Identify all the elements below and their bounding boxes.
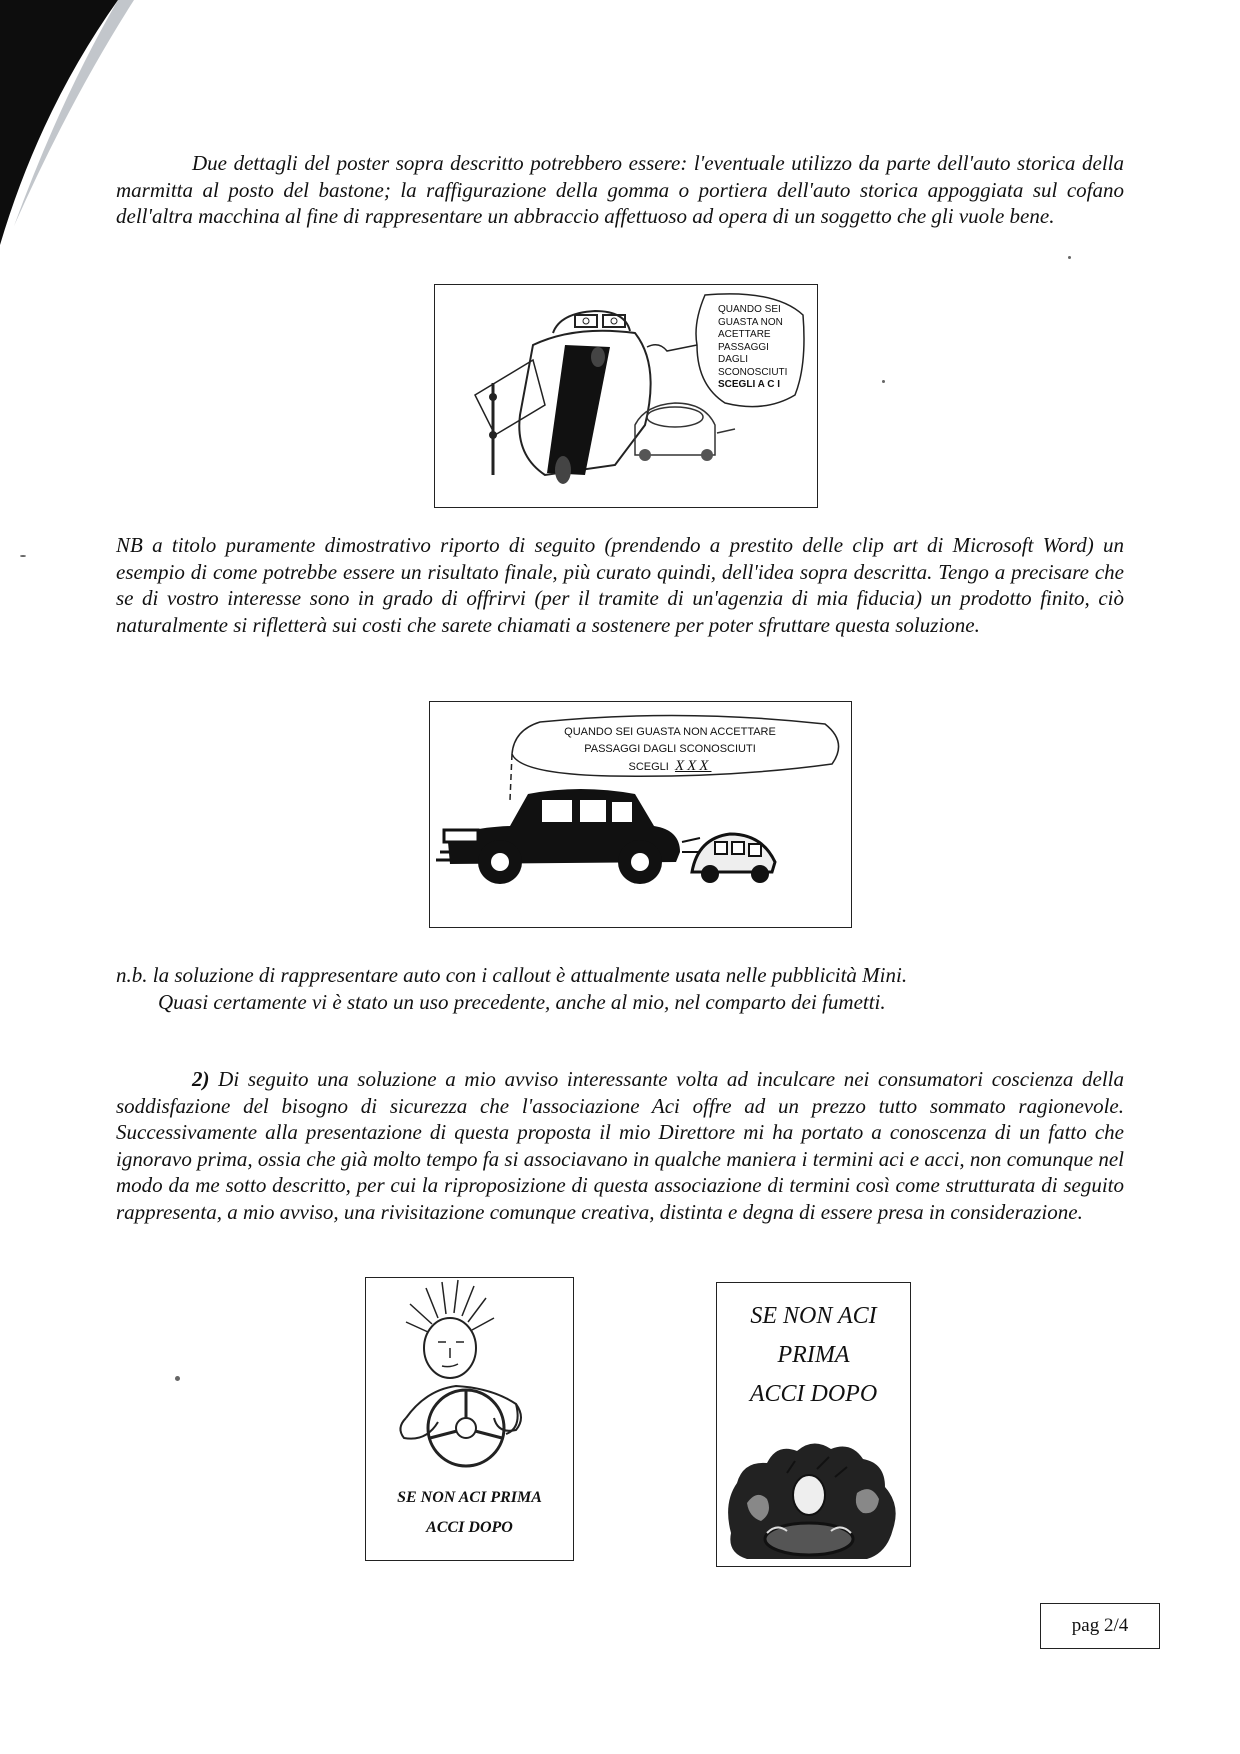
scan-speck [20,555,26,557]
paragraph-nb-mini: n.b. la soluzione di rappresentare auto con i callout è attualmente usata nelle pubblicità Mini. Quasi certamente vi è stato un uso precedente, anche al mio, nel comparto dei fumetti. [116,963,908,1014]
sketch-bubble-text: QUANDO SEI GUASTA NON ACETTARE PASSAGGI DAGLI SCONOSCIUTI SCEGLI A C I [718,304,788,390]
paragraph-solution-2: 2) Di seguito una soluzione a mio avviso interessante volta ad inculcare nei consumatori coscienza della soddisfazione del bisogno di sicurezza che l'associazione Aci offre ad un prezzo tutto sommato ragionevole. Successivamente alla presentazione di questa proposta il mio Direttore mi ha portato a conoscenza di un fatto che ignoravo prima, ossia che già molto tempo fa si associavano in qualche maniera i termini aci e acci, non comunque nel modo da me sotto descritto, per cui la riproposizione di questa associazione di termini così come strutturata di seguito rappresenta, a mio avviso, una rivisitazione comunque creativa, distinta e degna di essere presa in considerazione. [116,1067,1124,1224]
stressed-driver-illustration [717,1283,910,1566]
figure-driver-sketch [365,1277,574,1561]
item-number: 2) [192,1067,210,1091]
driver-caption: SE NON ACI PRIMA ACCI DOPO [397,1489,542,1536]
page-number: pag 2/4 [1071,1615,1129,1636]
brand-placeholder: XXX [674,758,712,774]
scan-speck [175,1376,180,1381]
scan-speck [882,380,885,383]
figure-clipart-cars [429,701,852,928]
figure-slogan-clipart [716,1282,911,1567]
figure-sketch-poster [434,284,818,508]
paragraph-note-demo: NB a titolo puramente dimostrativo riporto di seguito (prendendo a prestito delle clip art di Microsoft Word) un esempio di come potrebbe essere un risultato finale, più curato quindi, dell'idea sopra descritta. Tengo a precisare che se di vostro interesse sono in grado di offrirvi (per il tramite di un'agenzia di mia fiducia) un prodotto finito, ciò naturalmente si rifletterà sui costi che sarete chiamati a sostenere per poter sfruttare questa soluzione. [116,533,1124,637]
scan-speck [1068,256,1071,259]
clipart-callout-text: QUANDO SEI GUASTA NON ACCETTARE PASSAGGI DAGLI SCONOSCIUTI SCEGLI XXX [564,726,776,774]
paragraph-details: Due dettagli del poster sopra descritto potrebbero essere: l'eventuale utilizzo da parte dell'auto storica della marmitta al posto del bastone; la raffigurazione della gomma o portiera dell'auto storica appoggiata sul cofano dell'altra macchina al fine di rappresentare un abbraccio affettuoso ad opera di un soggetto che gli vuole bene. [116,151,1124,229]
slogan-text: SE NON ACI PRIMA ACCI DOPO [749,1303,878,1407]
page-number-box [1040,1603,1160,1649]
